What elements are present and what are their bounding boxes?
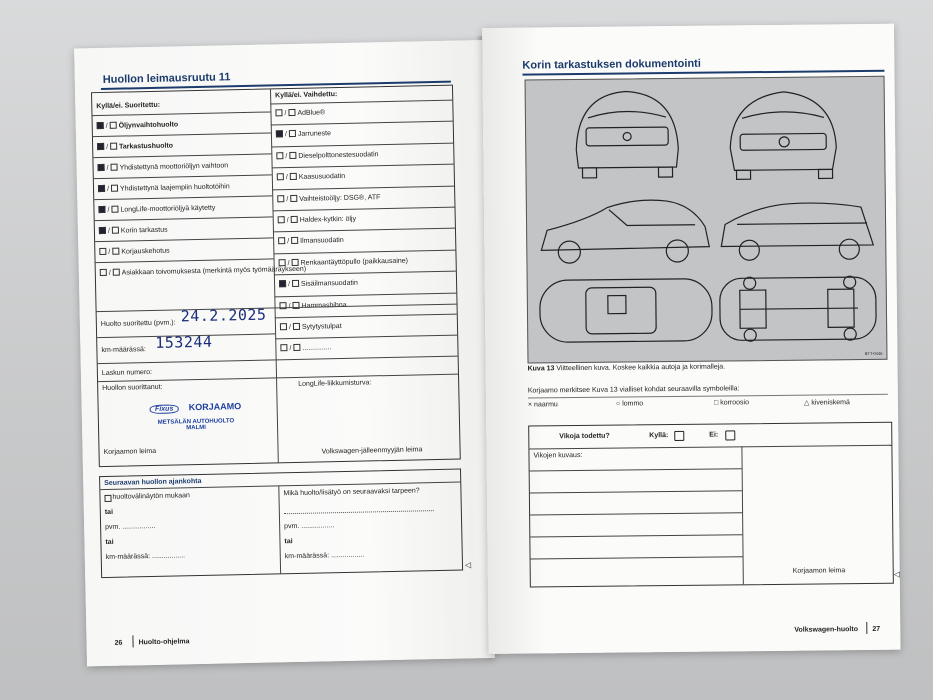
right-page-title: Korin tarkastuksen dokumentointi: [522, 57, 701, 72]
replaced-label: Renkaantäyttöpullo (paikkausaine): [300, 257, 409, 267]
checkbox[interactable]: [293, 323, 300, 330]
slash-separator: /: [288, 302, 291, 310]
checkbox[interactable]: [98, 206, 105, 213]
checkbox[interactable]: [276, 152, 283, 159]
description-label: Vikojen kuvaus:: [533, 451, 583, 460]
row-divider: [273, 249, 455, 254]
replaced-item: [277, 172, 345, 181]
stamp-line2: MALMI: [186, 424, 206, 432]
column-divider: [278, 485, 281, 573]
replaced-label: Hammashihna: [301, 301, 347, 310]
replaced-label: Sytytystulpat: [301, 323, 342, 331]
row-divider: [529, 445, 891, 450]
slash-separator: /: [287, 238, 290, 246]
left-page-number: 26: [114, 639, 123, 647]
invoice-label: Laskun numero:: [101, 368, 153, 378]
checkbox[interactable]: [98, 164, 105, 171]
replaced-item: [276, 130, 331, 139]
checkbox[interactable]: [289, 130, 296, 137]
defects-table: [528, 422, 894, 588]
row-divider: [92, 111, 270, 116]
symbol-glyph: ○: [615, 400, 621, 408]
checkbox[interactable]: [278, 238, 285, 245]
checkbox[interactable]: [290, 194, 297, 201]
date-label: Huolto suoritettu (pvm.):: [100, 319, 176, 329]
performed-label: Korin tarkastus: [120, 226, 168, 235]
slash-separator: /: [284, 110, 287, 118]
checkbox[interactable]: [97, 122, 104, 129]
symbol-glyph: △: [803, 399, 810, 407]
performer-label: Huollon suorittanut:: [102, 383, 163, 393]
checkbox[interactable]: [99, 227, 106, 234]
car-underbody-view: [720, 276, 877, 342]
symbol-label: naarmu: [534, 401, 558, 409]
footer-divider: [132, 635, 133, 647]
row-divider: [272, 185, 454, 190]
right-workshop-stamp-label: Korjaamon leima: [792, 567, 846, 575]
replaced-item: [280, 322, 342, 331]
replaced-item: [280, 344, 331, 353]
symbol-legend-item: [714, 399, 749, 406]
checkbox[interactable]: [278, 216, 285, 223]
checkbox[interactable]: [289, 152, 296, 159]
row-divider: [98, 356, 458, 365]
performed-label: Asiakkaan toivomuksesta (merkintä myös työmääräykseen): [121, 265, 307, 277]
slash-separator: /: [285, 152, 288, 160]
next-service-title: Seuraavan huollon ajankohta: [104, 477, 202, 488]
checkbox[interactable]: [112, 227, 119, 234]
right-page-number: 27: [872, 625, 881, 633]
performed-item: [97, 120, 179, 130]
defects-question: Vikoja todettu?: [559, 432, 610, 441]
checkbox[interactable]: [279, 280, 286, 287]
row-divider: [95, 237, 273, 242]
checkbox[interactable]: [277, 173, 284, 180]
fixus-logo: Fixus: [150, 404, 178, 414]
next-service-left-line: tai: [104, 508, 114, 517]
checkbox[interactable]: [292, 280, 299, 287]
checkbox[interactable]: [291, 237, 298, 244]
description-line: [530, 534, 742, 537]
symbol-legend-item: [804, 398, 850, 406]
figure-caption-number: Kuva 13: [527, 365, 555, 373]
yes-label: Kyllä:: [649, 432, 669, 440]
slash-separator: /: [108, 248, 111, 256]
replaced-label: Sisäilmansuodatin: [300, 279, 358, 289]
longlife-label: LongLife-liikkumisturva:: [298, 379, 372, 388]
symbol-label: kiveniskemä: [811, 399, 850, 407]
checkbox[interactable]: [111, 206, 118, 213]
symbol-label: lommo: [622, 400, 644, 408]
replaced-header: Kyllä/ei. Vaihdettu:: [275, 91, 338, 100]
footer-divider: [866, 622, 867, 634]
checkbox[interactable]: [100, 269, 107, 276]
column-divider: [741, 446, 743, 584]
row-divider: [274, 292, 456, 297]
symbol-glyph: □: [713, 399, 719, 407]
left-page: [74, 40, 495, 666]
checkbox[interactable]: [290, 173, 297, 180]
car-diagram: [526, 77, 887, 363]
car-front-view: [730, 91, 837, 179]
right-footer-title: Volkswagen-huolto: [794, 626, 859, 634]
row-divider: [275, 314, 457, 319]
next-work-question: Mikä huolto/lisätyö on seuraavaksi tarpeen?: [283, 487, 420, 498]
performed-label: Yhdistettynä moottoriöljyn vaihtoon: [119, 162, 229, 172]
slash-separator: /: [288, 281, 291, 289]
checkbox[interactable]: [110, 143, 117, 150]
symbol-legend-item: [616, 400, 643, 407]
row-divider: [272, 164, 454, 169]
left-page-title: Huollon leimausruutu 11: [102, 71, 231, 86]
performed-item: [97, 141, 173, 151]
marking-instruction: Korjaamo merkitsee Kuva 13 vialliset kohdat seuraavilla symboleilla:: [527, 385, 740, 395]
slash-separator: /: [286, 217, 289, 225]
replaced-item: [278, 215, 357, 225]
checkbox[interactable]: [99, 248, 106, 255]
performed-label: Öljynvaihtohuolto: [118, 121, 179, 130]
slash-separator: /: [287, 259, 290, 267]
performed-label: LongLife-moottoriöljyä käytetty: [120, 204, 216, 214]
no-label: Ei:: [709, 431, 719, 439]
next-service-right-line: tai: [284, 538, 293, 546]
checkbox[interactable]: [288, 109, 295, 116]
row-divider: [271, 142, 453, 147]
workshop-stamp-label: Korjaamon leima: [103, 447, 157, 457]
slash-separator: /: [288, 324, 292, 332]
checkbox[interactable]: [97, 143, 104, 150]
checkbox[interactable]: [293, 344, 300, 351]
slash-separator: /: [107, 227, 110, 235]
performed-label: Tarkastushuolto: [119, 142, 174, 151]
slash-separator: /: [107, 206, 110, 214]
next-service-left-line: km-määrässä: .................: [105, 552, 186, 561]
replaced-label: Dieselpolttonestesuodatin: [298, 150, 379, 160]
car-side-sedan: [541, 199, 710, 263]
stamp-name: KORJAAMO: [188, 401, 242, 413]
car-diagram-figure: [525, 76, 888, 364]
stamp-line1: METSÄLÄN AUTOHUOLTO: [157, 418, 235, 426]
replaced-item: [276, 150, 378, 160]
checkbox[interactable]: [98, 185, 105, 192]
workshop-stamp: [140, 396, 251, 432]
row-divider: [93, 132, 271, 137]
checkbox[interactable]: [112, 248, 119, 255]
km-label: km-määrässä:: [101, 346, 146, 355]
figure-caption-text: Viitteellinen kuva. Koskee kaikkia autoja ja korimalleja.: [556, 363, 726, 373]
performed-item: [98, 182, 230, 193]
checkbox[interactable]: [104, 495, 111, 502]
performed-label: Korjauskehotus: [121, 247, 170, 256]
slash-separator: /: [108, 269, 111, 277]
answer-dotted-line: [284, 510, 434, 514]
left-footer-title: Huolto-ohjelma: [138, 638, 190, 647]
performed-header: Kyllä/ei. Suoritettu:: [96, 101, 161, 111]
description-line: [530, 490, 742, 493]
replaced-label: Kaasusuodatin: [298, 173, 346, 182]
replaced-label: Jarruneste: [297, 130, 332, 139]
replaced-item: [279, 279, 358, 289]
next-service-left-line: huoltovälinäytön mukaan: [112, 492, 191, 501]
slash-separator: /: [286, 195, 289, 203]
slash-separator: /: [105, 122, 108, 130]
km-handwritten: 153244: [155, 332, 213, 352]
checkbox[interactable]: [280, 345, 287, 352]
next-service-left-line: pvm. .................: [105, 522, 156, 531]
row-divider: [97, 304, 457, 313]
yes-checkbox[interactable]: [674, 431, 684, 441]
checkbox[interactable]: [279, 259, 286, 266]
date-handwritten: 24.2.2025: [180, 305, 267, 326]
performed-item: [99, 226, 168, 235]
checkbox[interactable]: [110, 164, 117, 171]
next-service-left-line: tai: [105, 538, 114, 546]
symbol-label: korroosio: [720, 399, 750, 407]
right-page: [482, 24, 901, 654]
continue-arrow-icon: ◁: [893, 569, 900, 579]
row-divider: [96, 258, 274, 263]
performed-label: Yhdistettynä laajempiin huoltotöihin: [119, 183, 230, 193]
checkbox[interactable]: [111, 185, 118, 192]
replaced-item: [278, 236, 344, 245]
vw-stamp-label: Volkswagen-jälleenmyyjän leima: [321, 446, 423, 456]
row-divider: [94, 195, 272, 200]
next-service-right-line: pvm. .................: [284, 522, 335, 531]
figure-caption: [528, 363, 726, 372]
description-line: [530, 468, 742, 471]
description-line: [530, 512, 742, 515]
symbol-legend-item: [528, 401, 558, 408]
next-service-right-line: km-määrässä: .................: [284, 551, 365, 561]
replaced-item: [277, 193, 380, 203]
checkbox[interactable]: [280, 323, 287, 330]
replaced-label: Vaihteistoöljy: DSG®, ATF: [299, 193, 381, 203]
row-divider: [93, 153, 271, 158]
row-divider: [270, 100, 452, 105]
replaced-item: [279, 256, 408, 267]
replaced-label: Ilmansuodatin: [300, 237, 344, 246]
performed-item: [99, 247, 169, 256]
replaced-label: Haldex-kytkin: öljy: [299, 215, 357, 224]
no-checkbox[interactable]: [725, 430, 735, 440]
slash-separator: /: [106, 185, 110, 193]
checkbox[interactable]: [276, 131, 283, 138]
checkbox[interactable]: [110, 122, 117, 129]
description-line: [531, 556, 743, 559]
checkbox[interactable]: [113, 269, 120, 276]
row-divider: [273, 207, 455, 212]
figure-code: BTT-0446: [864, 350, 883, 357]
checkbox[interactable]: [275, 109, 282, 116]
checkbox[interactable]: [277, 195, 284, 202]
replaced-label: ...............: [302, 344, 332, 353]
slash-separator: /: [106, 164, 109, 172]
next-service-table: [99, 469, 463, 579]
replaced-item: [275, 108, 325, 117]
row-divider: [94, 174, 272, 179]
checkbox[interactable]: [291, 259, 298, 266]
row-divider: [273, 228, 455, 233]
slash-separator: /: [284, 131, 287, 139]
slash-separator: /: [106, 143, 109, 151]
row-divider: [95, 216, 273, 221]
replaced-label: AdBlue®: [297, 109, 326, 117]
car-rear-view: [576, 91, 679, 178]
slash-separator: /: [289, 345, 292, 353]
row-divider: [275, 335, 457, 340]
continue-arrow-icon: ◁: [464, 560, 472, 570]
performed-item: [98, 161, 229, 172]
slash-separator: /: [285, 174, 288, 182]
performed-item: [98, 204, 215, 214]
car-side-estate: [721, 202, 874, 260]
row-divider: [271, 121, 453, 126]
symbol-glyph: ×: [527, 401, 533, 409]
car-top-view: [540, 279, 713, 343]
checkbox[interactable]: [291, 216, 298, 223]
service-stamp-table: [91, 85, 461, 467]
